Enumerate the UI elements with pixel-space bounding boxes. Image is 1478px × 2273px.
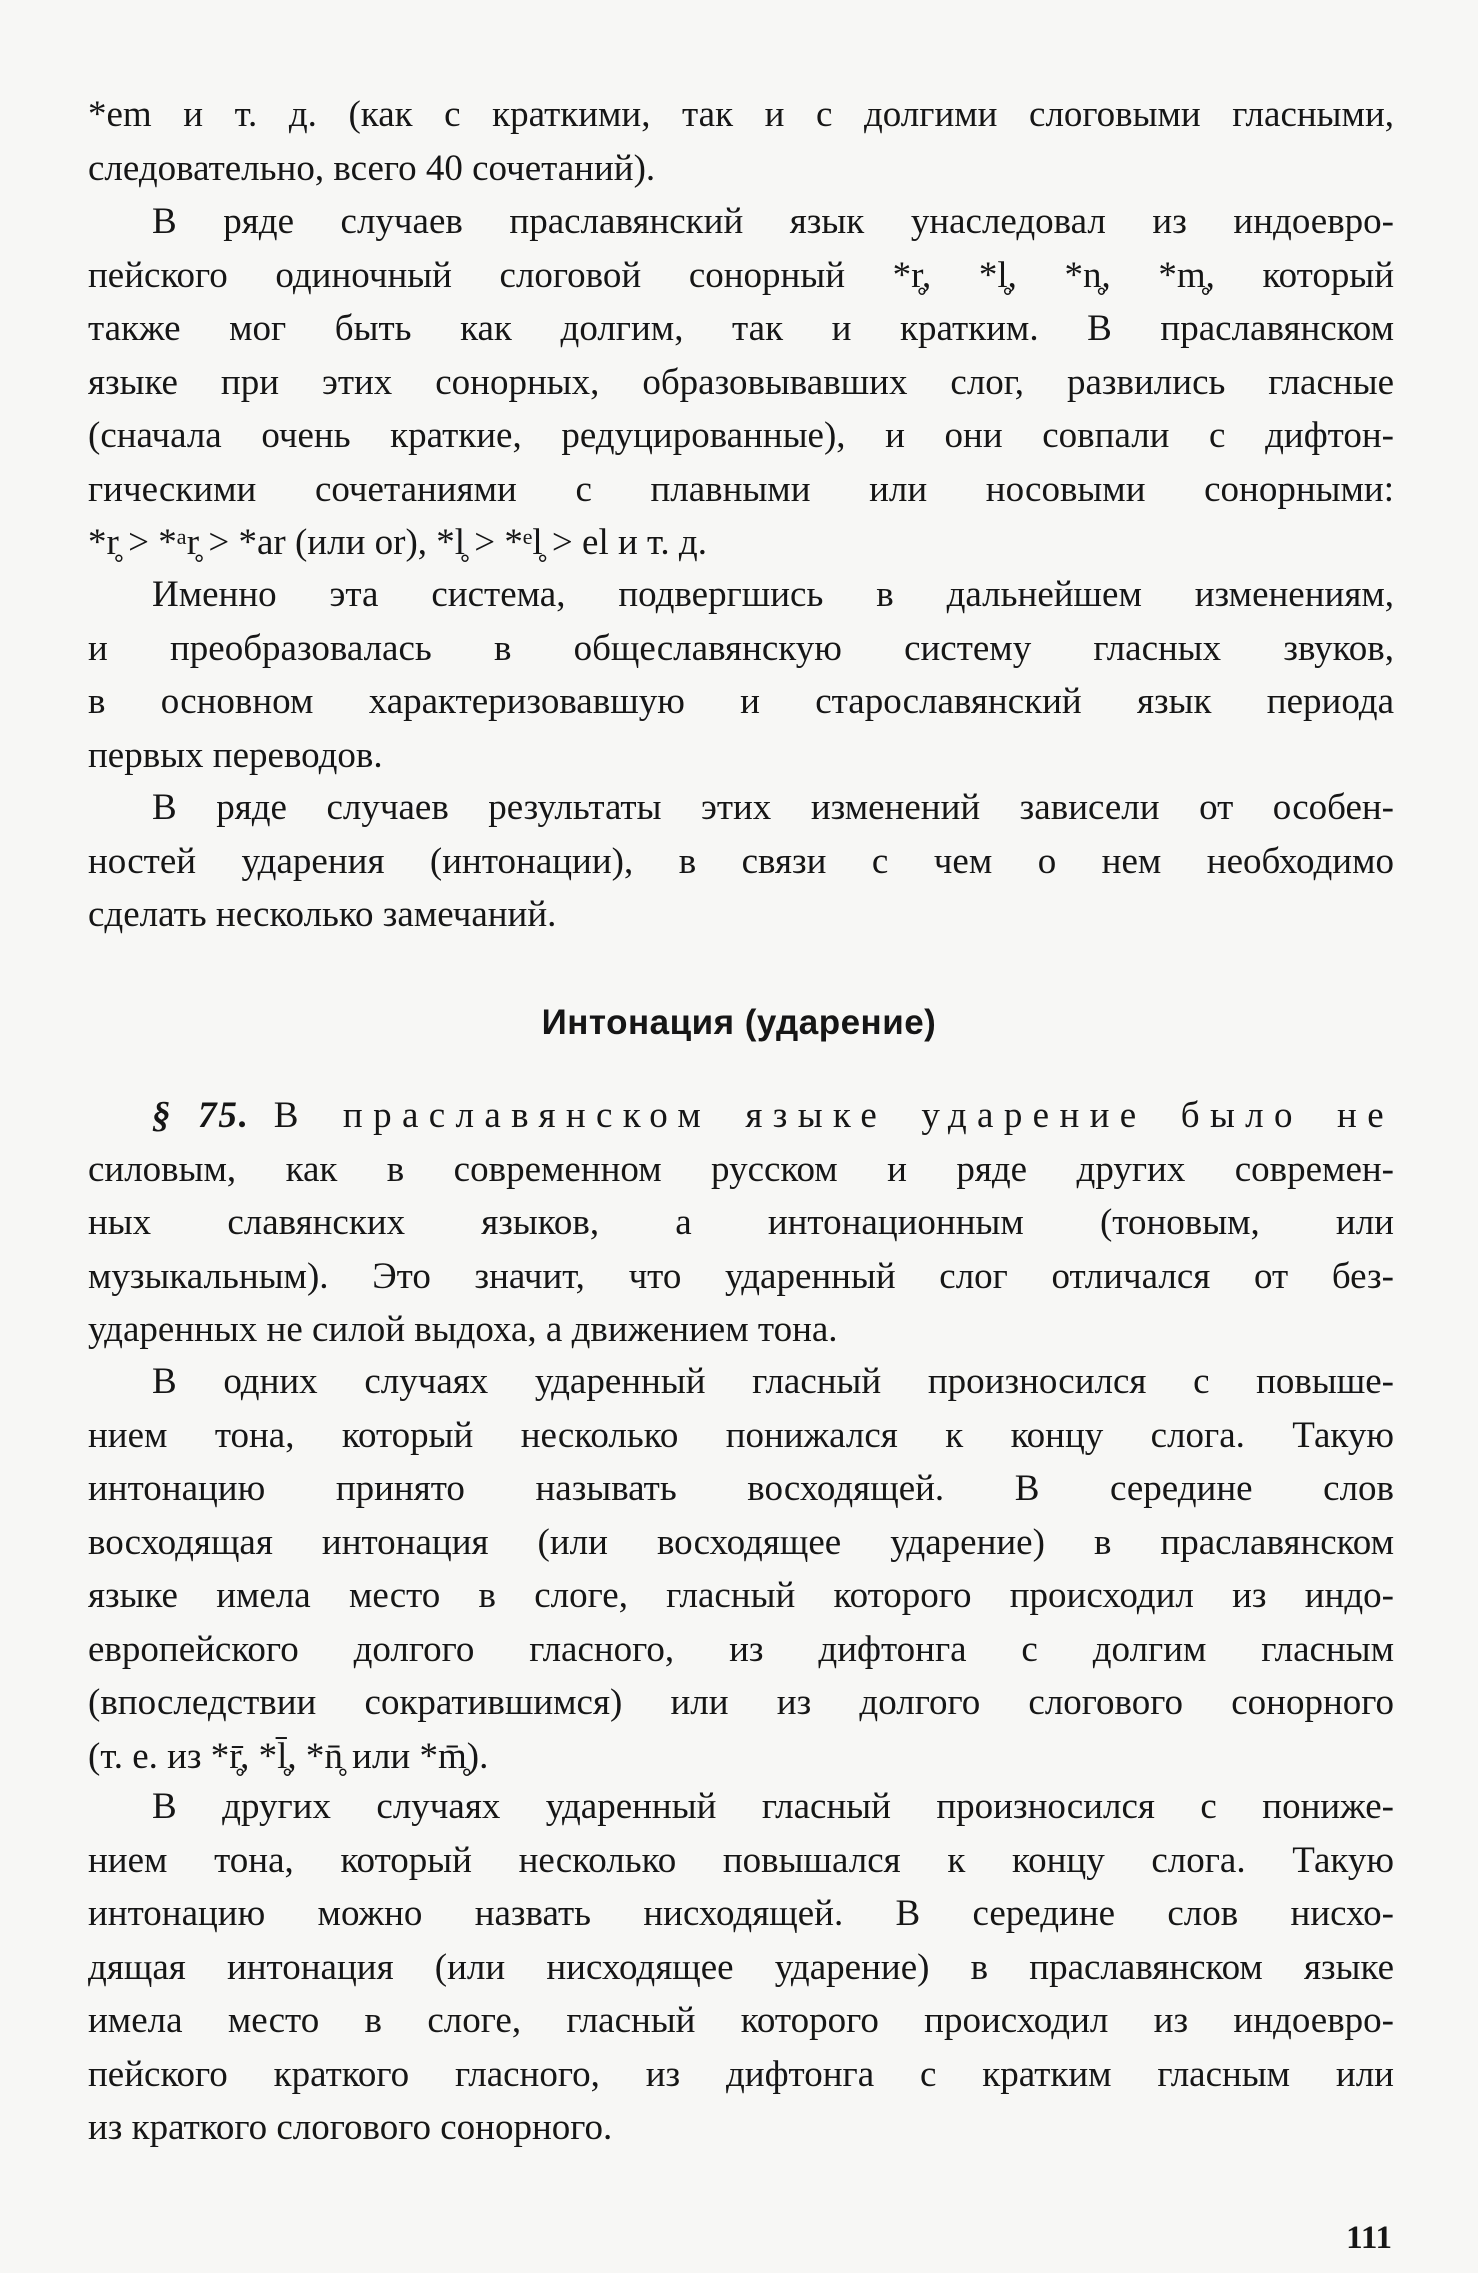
text-line: музыкальным). Это значит, что ударенный слог отличался от без-	[88, 1255, 1394, 1297]
text-line: дящая интонация (или нисходящее ударение) в праславянском языке	[88, 1946, 1394, 1988]
text-line: В ряде случаев праславянский язык унаследовал из индоевро-	[152, 201, 1394, 242]
paragraph-5	[88, 1780, 1394, 2155]
text-line: из краткого слогового сонорного.	[88, 2107, 613, 2148]
text-line: (т. е. из *r̥̄, *l̥̄, *n̥̄ или *m̥̄).	[88, 1735, 489, 1777]
paragraph-4	[88, 1355, 1394, 1783]
section-mark: § 75.	[152, 1095, 250, 1136]
text-line: *r̥ > *ᵃr̥ > *ar (или or), *l̥ > *ᵉl̥ > el и т. д.	[88, 522, 708, 563]
paragraph-3	[88, 781, 1394, 942]
paragraph-intro	[88, 88, 1394, 195]
text-line: *em и т. д. (как с краткими, так и с долгими слоговыми гласными,	[88, 94, 1394, 135]
text-line: Именно эта система, подвергшись в дальнейшем изменениям,	[152, 574, 1394, 615]
text-line: европейского долгого гласного, из дифтонга с долгим гласным	[88, 1628, 1394, 1670]
section-heading: Интонация (ударение)	[541, 1003, 937, 1042]
text-line: ностей ударения (интонации), в связи с чем о нем необходимо	[88, 840, 1394, 882]
text-line: нием тона, который несколько понижался к концу слога. Такую	[88, 1414, 1394, 1456]
text-line: первых переводов.	[88, 734, 383, 776]
text-line: восходящая интонация (или восходящее ударение) в праславянском	[88, 1521, 1394, 1563]
text-line: и преобразовалась в общеславянскую систему гласных звуков,	[88, 627, 1394, 669]
text-line: интонацию принято называть восходящей. В середине слов	[88, 1468, 1394, 1509]
text-line-content: В праславянском языке ударение было не	[273, 1095, 1394, 1136]
text-line: языке имела место в слоге, гласный которого происходил из индо-	[88, 1575, 1394, 1616]
text-line: пейского краткого гласного, из дифтонга с кратким гласным или	[88, 2053, 1394, 2095]
text-line: В одних случаях ударенный гласный произносился с повыше-	[152, 1361, 1394, 1402]
text-line: (сначала очень краткие, редуцированные), и они совпали с дифтон-	[88, 415, 1394, 456]
text-line: сделать несколько замечаний.	[88, 894, 557, 935]
page-number: 111	[1346, 2220, 1392, 2256]
text-line: языке при этих сонорных, образовывавших слог, развились гласные	[88, 361, 1394, 403]
text-line: (впоследствии сократившимся) или из долгого слогового сонорного	[88, 1682, 1394, 1723]
paragraph-1	[88, 195, 1394, 570]
text-line: интонацию можно назвать нисходящей. В середине слов нисхо-	[88, 1893, 1394, 1934]
text-line: в основном характеризовавшую и старославянский язык периода	[88, 681, 1394, 722]
text-line	[88, 1089, 1394, 1143]
text-line: также мог быть как долгим, так и кратким. В праславянском	[88, 308, 1394, 349]
paragraph-75	[88, 1089, 1394, 1357]
text-line: пейского одиночный слоговой сонорный *r̥, *l̥, *n̥, *m̥, который	[88, 254, 1394, 296]
text-line: следовательно, всего 40 сочетаний).	[88, 147, 656, 189]
text-line: В ряде случаев результаты этих изменений зависели от особен-	[152, 787, 1394, 828]
text-line: гическими сочетаниями с плавными или носовыми сонорными:	[88, 468, 1394, 510]
paragraph-2	[88, 568, 1394, 782]
text-line: силовым, как в современном русском и ряде других современ-	[88, 1148, 1394, 1190]
text-line: В других случаях ударенный гласный произносился с пониже-	[152, 1786, 1394, 1827]
text-line: ных славянских языков, а интонационным (тоновым, или	[88, 1202, 1394, 1243]
text-line: нием тона, который несколько повышался к концу слога. Такую	[88, 1839, 1394, 1881]
text-line: ударенных не силой выдоха, а движением тона.	[88, 1309, 838, 1350]
text-line: имела место в слоге, гласный которого происходил из индоевро-	[88, 2000, 1394, 2041]
